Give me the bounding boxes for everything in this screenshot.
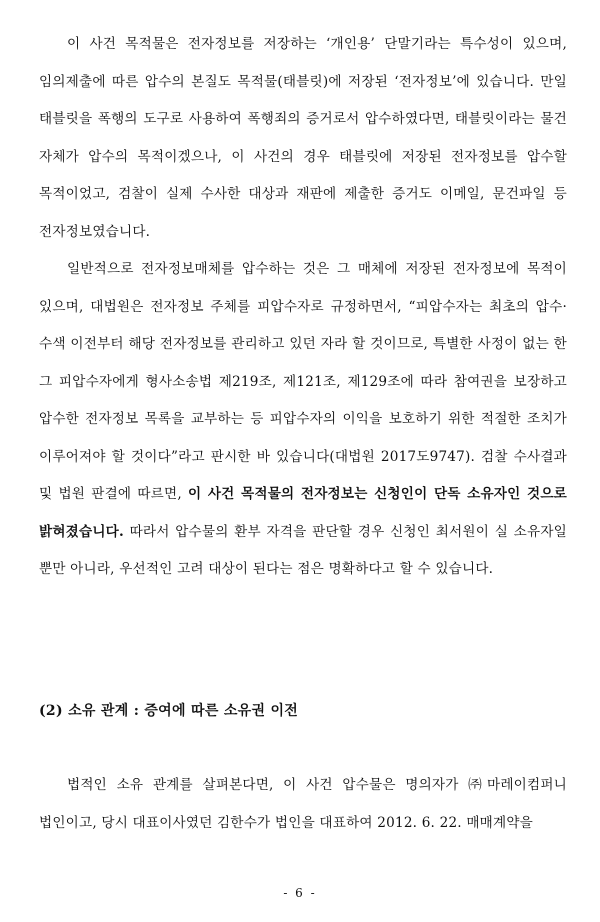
paragraph-ownership-text: 법적인 소유 관계를 살펴본다면, 이 사건 압수물은 명의자가 ㈜마레이컴퍼니 법인이고, 당시 대표이사였던 김한수가 법인을 대표하여 2012. 6. 22. 매매계약을 [39,777,567,831]
paragraph-electronic-info [39,26,567,251]
paragraph-supreme-court-bold-text: 이 사건 목적물의 전자정보는 신청인이 단독 소유자인 것으로 밝혀졌습니다. [39,486,567,540]
paragraph-supreme-court-text: 일반적으로 전자정보매체를 압수하는 것은 그 매체에 저장된 전자정보에 목적이 있으며, 대법원은 전자정보 주체를 피압수자로 규정하면서, “피압수자는 최초의 압수·수색 이전부터 해당 전자정보를 관리하고 있던 자라 할 것이므로, 특별한 사정이 없는 한 그 피압수자에게 형사소송법 제219조, 제121조, 제129조에 따라 참여권을 보장하고 압수한 전자정보 목록을 교부하는 등 피압수자의 이익을 보호하기 위한 적절한 조치가 이루어져야 할 것이다”라고 판시한 바 있습니다(대법원 2017도9747). 검찰 수사결과 및 법원 판결에 따르면, [39,261,567,502]
paragraph-supreme-court [39,251,567,589]
section-heading: (2) 소유 관계 : 증여에 따른 소유권 이전 [39,703,299,719]
paragraph-supreme-court-text-end: 따라서 압수물의 환부 자격을 판단할 경우 신청인 최서원이 실 소유자일 뿐만 아니라, 우선적인 고려 대상이 된다는 점은 명확하다고 할 수 있습니다. [39,523,567,577]
paragraph-electronic-info-text: 이 사건 목적물은 전자정보를 저장하는 ‘개인용’ 단말기라는 특수성이 있으며, 임의제출에 따른 압수의 본질도 목적물(태블릿)에 저장된 ‘전자정보’에 있습니다. 만일 태블릿을 폭행의 도구로 사용하여 폭행죄의 증거로서 압수하였다면, 태블릿이라는 물건 자체가 압수의 목적이겠으나, 이 사건의 경우 태블릿에 저장된 전자정보를 압수할 목적이었고, 검찰이 실제 수사한 대상과 재판에 제출한 증거도 이메일, 문건파일 등 전자정보였습니다. [39,36,567,240]
paragraph-ownership [39,767,567,842]
page-number: - 6 - [283,886,317,900]
